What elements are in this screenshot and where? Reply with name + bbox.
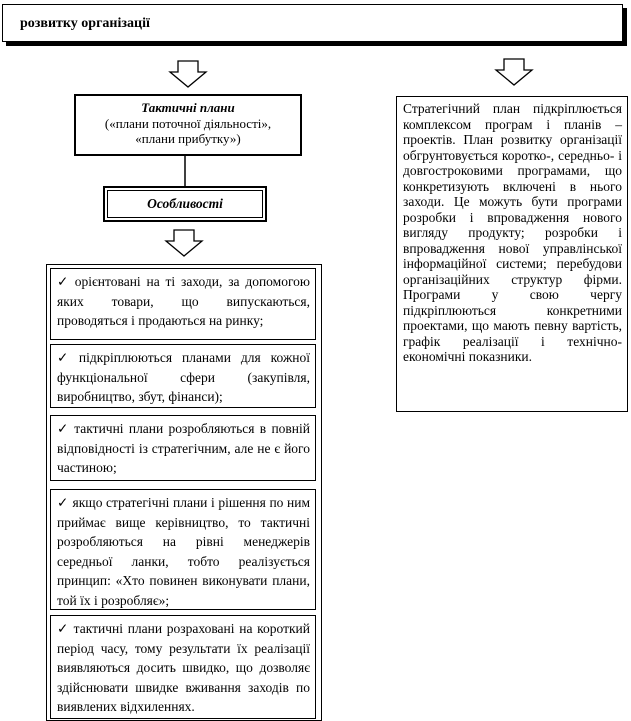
list-item <box>50 268 316 340</box>
list-item-text: підкріплюються планами для кожної функціональної сфери (закупівля, виробництво, збут, фінанси); <box>57 350 310 404</box>
list-item-text: якщо стратегічні плани і рішення по ним приймає вище керівництво, то тактичні розробляються на рівні менеджерів середньої ланки, тобто реалізується принцип: «Хто повинен виконувати плани, той їх і розробляє»; <box>57 495 311 608</box>
tactical-subtitle-2: «плани прибутку») <box>135 131 241 146</box>
features-box <box>103 186 267 222</box>
down-arrow-left <box>168 60 208 88</box>
list-item <box>50 615 316 719</box>
strategic-text: Стратегічний план підкріплюється комплексом програм і планів – проектів. План розвитку організації обгрунтовується коротко-, середньо- і довгостроковими програмами, що конкретизують включені в нього заходи. Це можуть бути програми розробки і впровадження нового вигляду продукту; розробки і впровадження нової управлінської інформаційної системи; перебудови організаційних структур фірми. Програми у свою чергу підкріплюються конкретними проектами, що мають певну вартість, графік реалізації і технічно-економічні показники. <box>403 101 622 364</box>
list-item <box>50 489 316 610</box>
down-arrow-features <box>164 229 204 257</box>
tactical-subtitle-1: («плани поточної діяльності», <box>104 115 272 131</box>
check-icon: ✓ <box>57 421 71 436</box>
check-icon: ✓ <box>57 495 69 510</box>
tactical-title: Тактичні плани <box>141 100 235 115</box>
list-item-text: тактичні плани розробляються в повній відповідності із стратегічним, але не є його частиною; <box>57 421 311 475</box>
check-icon: ✓ <box>57 274 71 289</box>
connector-line <box>183 156 187 187</box>
tactical-plans-box <box>74 94 302 156</box>
list-item-text: орієнтовані на ті заходи, за допомогою яких товари, що випускаються, проводяться і продаються на ринку; <box>57 274 311 328</box>
down-arrow-right <box>494 58 534 86</box>
features-label: Особливості <box>107 190 263 218</box>
features-list <box>46 264 322 721</box>
header-box <box>2 4 623 42</box>
check-icon: ✓ <box>57 621 70 636</box>
check-icon: ✓ <box>57 350 75 365</box>
header-title: розвитку організації <box>20 16 150 31</box>
strategic-plan-box <box>396 96 628 412</box>
list-item-text: тактичні плани розраховані на короткий період часу, тому результати їх реалізації виявляються досить швидко, що дозволяє здійснювати швидке вживання заходів по виявлених відхиленнях. <box>57 621 311 714</box>
list-item <box>50 344 316 408</box>
list-item <box>50 415 316 481</box>
